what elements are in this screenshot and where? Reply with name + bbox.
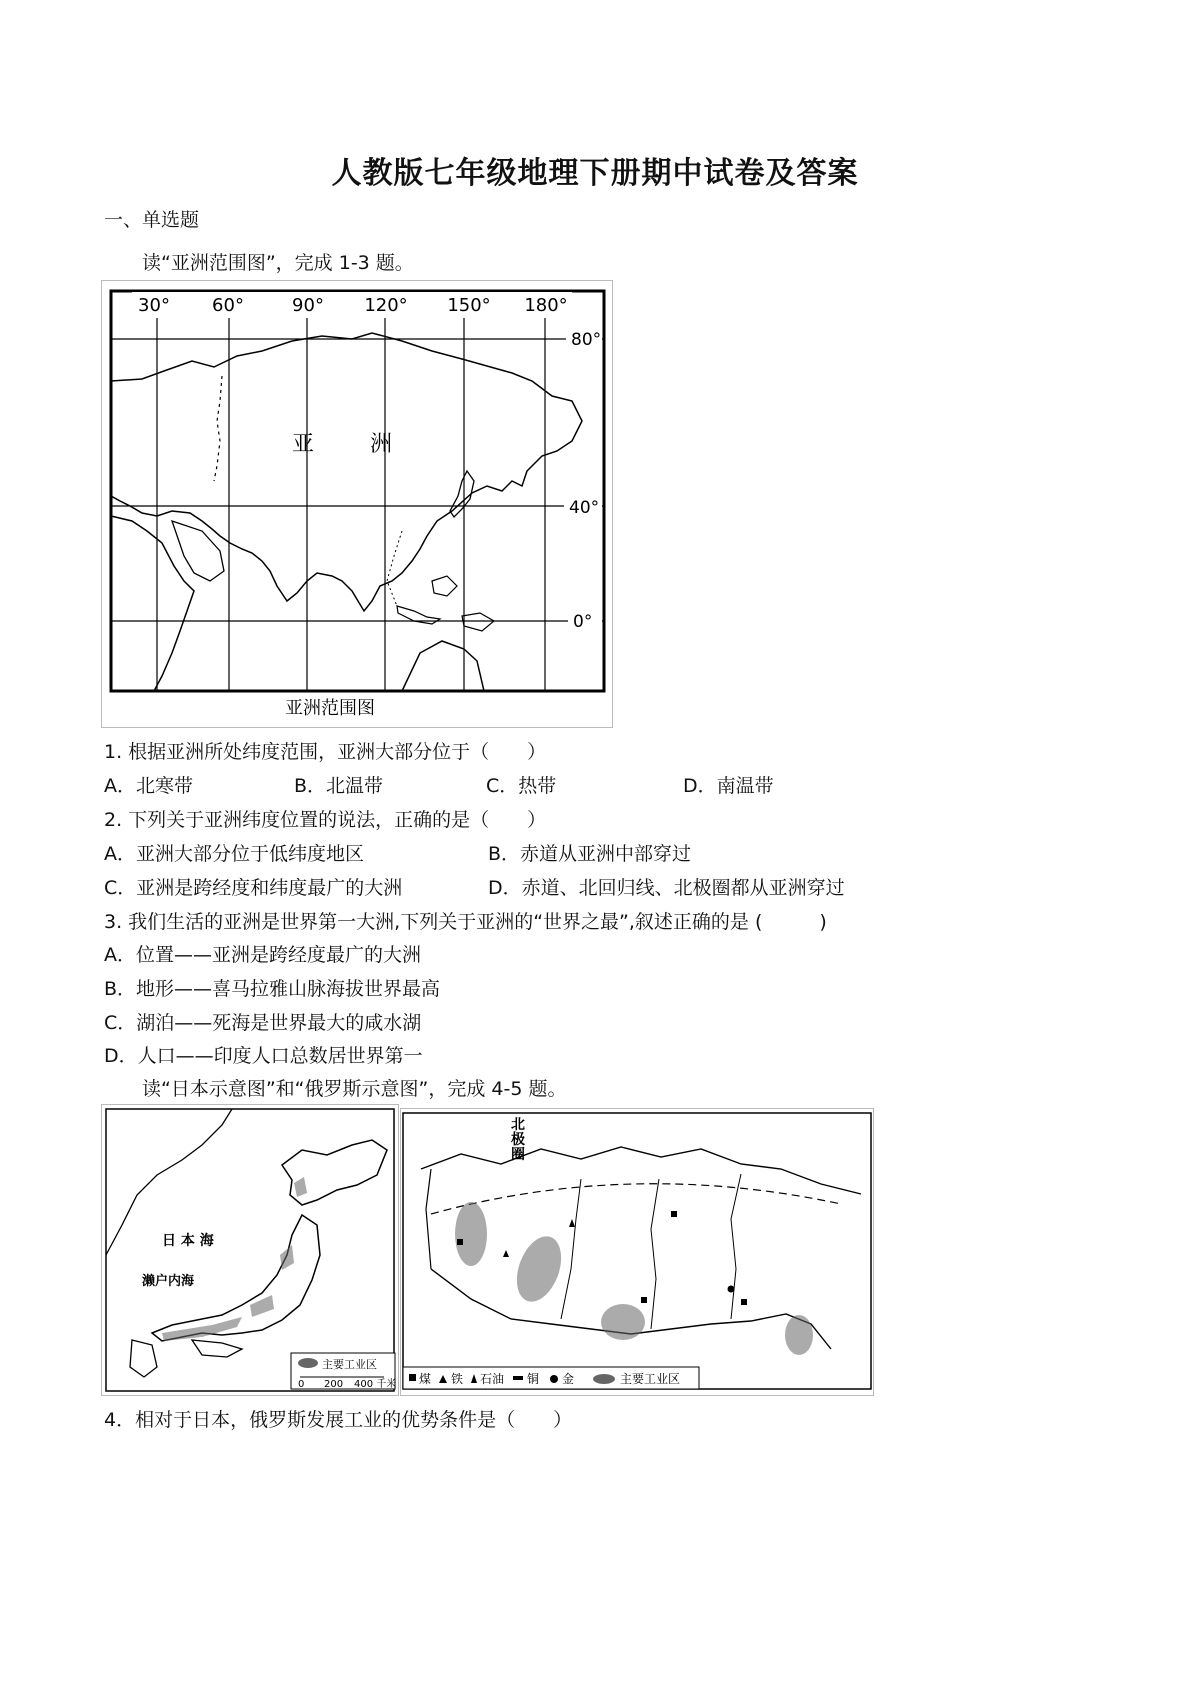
question-3-option-c[interactable]: C．湖泊——死海是世界最大的咸水湖 bbox=[104, 1012, 422, 1034]
intro-japan-russia-maps: 读“日本示意图”和“俄罗斯示意图”，完成 4-5 题。 bbox=[142, 1078, 567, 1100]
section-heading: 一、单选题 bbox=[104, 209, 200, 231]
asia-map-figure bbox=[101, 280, 613, 728]
intro-asia-map: 读“亚洲范围图”，完成 1-3 题。 bbox=[142, 252, 414, 274]
question-1-option-c[interactable]: C．热带 bbox=[486, 775, 557, 797]
lon-label: 30° bbox=[138, 295, 170, 316]
legend-gold: 金 bbox=[562, 1372, 575, 1386]
industrial-zone bbox=[785, 1315, 813, 1355]
scale-label: 200 bbox=[324, 1379, 344, 1390]
africa-landmass bbox=[111, 516, 194, 691]
question-2-option-c[interactable]: C．亚洲是跨经度和纬度最广的大洲 bbox=[104, 877, 403, 899]
arctic-circle-label: 极 bbox=[511, 1132, 525, 1148]
arctic-circle-label: 北 bbox=[511, 1117, 525, 1133]
question-1-stem: 1. 根据亚洲所处纬度范围，亚洲大部分位于（ ） bbox=[104, 741, 547, 763]
coal-marker bbox=[671, 1211, 677, 1217]
question-2-option-b[interactable]: B．赤道从亚洲中部穿过 bbox=[488, 843, 692, 865]
industrial-zone bbox=[455, 1202, 487, 1266]
question-3-stem: 3. 我们生活的亚洲是世界第一大洲,下列关于亚洲的“世界之最”,叙述正确的是 ( ) bbox=[104, 911, 827, 933]
lon-label: 150° bbox=[447, 295, 491, 316]
coal-marker bbox=[741, 1299, 747, 1305]
coal-marker bbox=[641, 1297, 647, 1303]
industrial-zone-legend-icon bbox=[298, 1358, 318, 1368]
page-title: 人教版七年级地理下册期中试卷及答案 bbox=[331, 156, 859, 191]
question-1-option-d[interactable]: D．南温带 bbox=[683, 775, 774, 797]
scale-label: 400 千米 bbox=[354, 1379, 397, 1390]
question-1-option-b[interactable]: B．北温带 bbox=[294, 775, 384, 797]
question-2-option-a[interactable]: A．亚洲大部分位于低纬度地区 bbox=[104, 843, 364, 865]
asia-landmass bbox=[111, 333, 582, 611]
lat-label: 0° bbox=[573, 612, 593, 632]
question-2-stem: 2. 下列关于亚洲纬度位置的说法，正确的是（ ） bbox=[104, 809, 547, 831]
coal-marker bbox=[457, 1239, 463, 1245]
japan-map-figure bbox=[101, 1104, 399, 1396]
iron-marker bbox=[503, 1250, 509, 1257]
lat-label: 40° bbox=[569, 498, 600, 518]
question-1-option-a[interactable]: A．北寒带 bbox=[104, 775, 193, 797]
japan-sea-label: 日 本 海 bbox=[162, 1233, 214, 1249]
coal-legend-icon bbox=[409, 1374, 416, 1381]
industrial-zone bbox=[509, 1230, 570, 1308]
russia-map-figure bbox=[400, 1108, 874, 1396]
legend-iron: 铁 bbox=[451, 1372, 464, 1386]
legend-oil: 石油 bbox=[480, 1372, 505, 1386]
industrial-zone-legend-icon bbox=[593, 1374, 615, 1384]
continent-label: 亚 bbox=[292, 432, 315, 457]
question-3-option-d[interactable]: D．人口——印度人口总数居世界第一 bbox=[104, 1045, 423, 1067]
legend-copper: 铜 bbox=[527, 1372, 540, 1386]
legend-industrial-zone: 主要工业区 bbox=[620, 1372, 681, 1386]
question-4-stem: 4．相对于日本，俄罗斯发展工业的优势条件是（ ） bbox=[104, 1409, 573, 1431]
question-2-option-d[interactable]: D．赤道、北回归线、北极圈都从亚洲穿过 bbox=[488, 877, 845, 899]
lon-label: 60° bbox=[212, 295, 244, 316]
arctic-circle-label: 圈 bbox=[511, 1147, 525, 1163]
lon-label: 90° bbox=[292, 295, 324, 316]
lon-label: 180° bbox=[524, 295, 568, 316]
legend-coal: 煤 bbox=[419, 1372, 432, 1386]
gold-legend-icon bbox=[550, 1375, 558, 1383]
question-3-option-b[interactable]: B．地形——喜马拉雅山脉海拔世界最高 bbox=[104, 978, 441, 1000]
russia-map-svg bbox=[401, 1109, 873, 1395]
scale-label: 0 bbox=[298, 1379, 305, 1390]
continent-label: 洲 bbox=[370, 432, 393, 457]
inland-sea-label: 濑户内海 bbox=[142, 1274, 195, 1289]
copper-legend-icon bbox=[513, 1376, 523, 1380]
lon-label: 120° bbox=[364, 295, 408, 316]
industrial-zone bbox=[601, 1304, 645, 1340]
japan-map-svg bbox=[102, 1105, 398, 1395]
lat-label: 80° bbox=[571, 330, 602, 350]
asia-map-svg bbox=[102, 281, 612, 727]
oil-marker bbox=[569, 1219, 575, 1227]
asia-map-caption: 亚洲范围图 bbox=[285, 698, 375, 719]
gold-marker bbox=[728, 1286, 735, 1293]
question-3-option-a[interactable]: A．位置——亚洲是跨经度最广的大洲 bbox=[104, 944, 421, 966]
japan-legend-label: 主要工业区 bbox=[322, 1358, 377, 1371]
